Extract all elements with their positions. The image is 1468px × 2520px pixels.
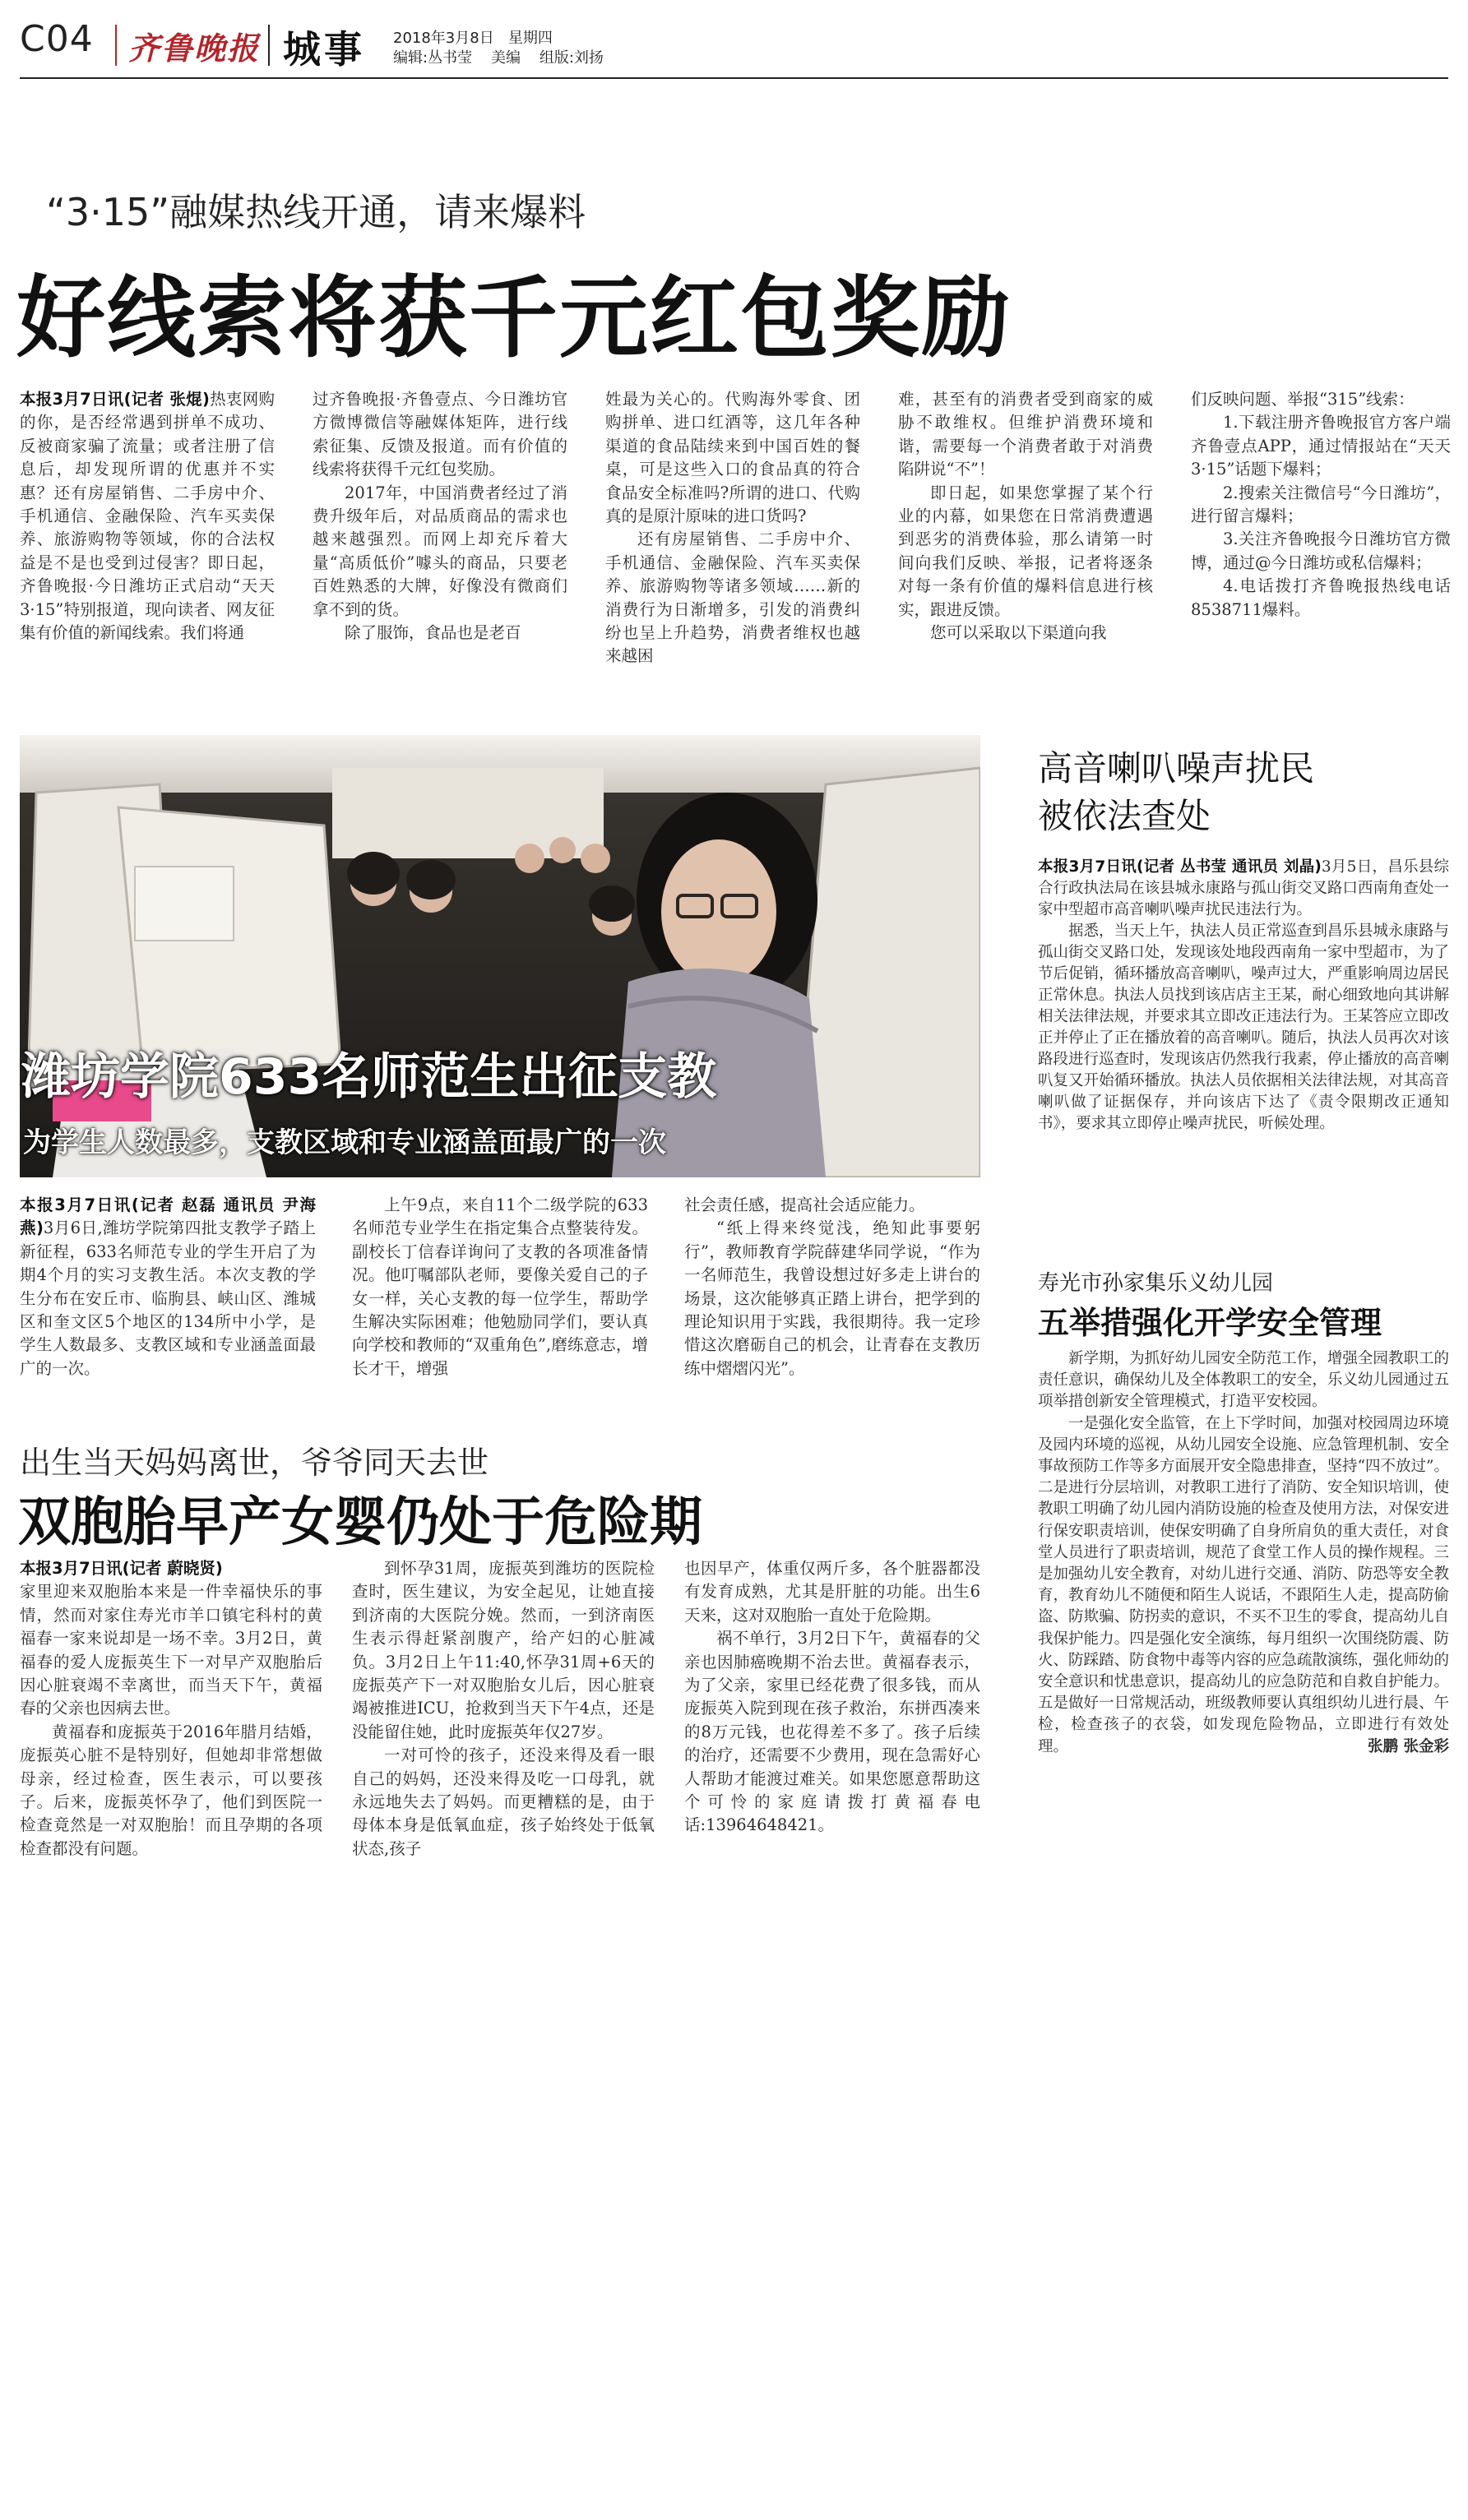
story4-headline-line2: 被依法查处 (1038, 796, 1211, 836)
story1-col5-intro: 们反映问题、举报“315”线索： (1191, 390, 1415, 409)
story3-col2-p2: 一对可怜的孩子，还没来得及看一眼自己的妈妈，还没来得及吃一口母乳，就永远地失去了妈妈。而更糟糕的是，由于母体本身是低氧血症，孩子始终处于低氧状态,孩子 (352, 1746, 655, 1858)
date: 2018年3月8日 (393, 30, 494, 47)
page-credits: 编辑:丛书莹 美编 组版:刘扬 (393, 49, 604, 67)
story1-item-2: 2.搜索关注微信号“今日潍坊”，进行留言爆料； (1191, 483, 1451, 526)
story4-lead: 本报3月7日讯(记者 丛书莹 通讯员 刘晶) (1038, 858, 1322, 876)
masthead-rule (20, 77, 1448, 79)
section-name: 城事 (283, 27, 365, 72)
story2-lead: 本报3月7日讯(记者 赵磊 通讯员 尹海燕) (20, 1195, 316, 1238)
story5-headline: 五举措强化开学安全管理 (1038, 1305, 1382, 1341)
story3-col2-p1: 到怀孕31周，庞振英到潍坊的医院检查时，医生建议，为安全起见，让她直接到济南的大医院分娩。然而，一到济南医生表示得赶紧剖腹产，给产妇的心脏减负。3月2日上午11:40,怀孕31周+6天的庞振英产下一对双胞胎女儿后，因心脏衰竭被推进ICU，抢救到当天下午4点，还是没能留住她，此时庞振英年仅27岁。 (352, 1559, 655, 1741)
story1-lead: 本报3月7日讯(记者 张焜) (20, 390, 210, 409)
story3-col1-p2: 黄福春和庞振英于2016年腊月结婚，庞振英心脏不是特别好，但她却非常想做母亲，经过检查，医生表示，可以要孩子。后来，庞振英怀孕了，他们到医院一检查竟然是一对双胞胎！而且孕期的各项检查都没有问题。 (20, 1722, 322, 1858)
story5-p2: 一是强化安全监管，在上下学时间，加强对校园周边环境及园内环境的巡视，从幼儿园安全设施、应急管理机制、安全事故预防工作等多方面展开安全隐患排查，坚持“四不放过”。二是进行分层培训，对教职工进行了消防、安全知识培训，使教职工明确了幼儿园内消防设施的检查及使用方法，对保安进行保安职责培训，使保安明确了自身所肩负的重大责任，对食堂人员进行了职责培训，规范了食堂工作人员的操作规程。三是加强幼儿安全教育，对幼儿进行交通、消防、防恐等安全教育，教育幼儿不随便和陌生人说话，不跟陌生人走，提高防偷盗、防欺骗、防拐卖的意识，不买不卫生的零食，提高幼儿自我保护能力。四是强化安全演练，每月组织一次围绕防震、防火、防踩踏、防食物中毒等内容的应急疏散演练，强化师幼的安全意识和忧患意识，提高幼儿的应急防范和自救自护能力。五是做好一日常规活动，班级教师要认真组织幼儿进行晨、午检，检查孩子的衣袋，如发现危险物品，立即进行有效处理。 张鹏 张金彩 (1038, 1413, 1449, 1758)
story1-col1-text: 热衷网购的你，是否经常遇到拼单不成功、反被商家骗了流量；或者注册了信息后，却发现所谓的优惠并不实惠？还有房屋销售、二手房中介、手机通信、金融保险、汽车买卖保养、旅游购物等领域，你的合法权益是不是也受到过侵害？即日起，齐鲁晚报·今日潍坊正式启动“天天3·15”特别报道，现向读者、网友征集有价值的新闻线索。我们将通 (20, 390, 275, 643)
story3-col2 (352, 1557, 655, 1912)
masthead-divider (115, 25, 117, 66)
story5-body (1038, 1348, 1449, 1916)
story1-item-4: 4.电话拨打齐鲁晚报热线电话8538711爆料。 (1191, 576, 1451, 619)
story2-subhead: 为学生人数最多，支教区域和专业涵盖面最广的一次 (23, 1126, 666, 1159)
story4-p2: 据悉，当天上午，执法人员正常巡查到昌乐县城永康路与孤山街交叉路口处，发现该处地段西南角一家中型超市，为了节后促销，循环播放高音喇叭，噪声过大，严重影响周边居民正常休息。执法人员找到该店店主王某，耐心细致地向其讲解相关法律法规，并要求其立即改正违法行为。王某答应立即改正并停止了正在播放着的高音喇叭。随后，执法人员再次对该路段进行巡查时，发现该店仍然我行我素，停止播放的高音喇叭复又开始循环播放。执法人员依据相关法律法规，对其高音喇叭做了证据保存，并向该店下达了《责令限期改正通知书》，要求其立即停止噪声扰民，听候处理。 (1038, 922, 1449, 1132)
page-number: C04 (20, 18, 94, 60)
story3-kicker: 出生当天妈妈离世，爷爷同天去世 (20, 1445, 489, 1481)
weekday: 星期四 (507, 30, 553, 47)
story3-headline: 双胞胎早产女婴仍处于危险期 (18, 1492, 702, 1553)
story3-col1-p1: 家里迎来双胞胎本来是一件幸福快乐的事情，然而对家住寿光市羊口镇宅科村的黄福春一家来说却是一场不幸。3月2日，黄福春的爱人庞振英生下一对早产双胞胎后因心脏衰竭不幸离世，而当天下午，黄福春的父亲也因病去世。 (20, 1582, 322, 1718)
story1-col4-p1: 难，甚至有的消费者受到商家的威胁不敢维权。但维护消费环境和谐，需要每一个消费者敢于对消费陷阱说“不”！ (898, 390, 1153, 479)
story1-headline: 好线索将获千元红包奖励 (16, 267, 1012, 370)
story2-col2-p1: 上午9点，来自11个二级学院的633名师范专业学生在指定集合点整装待发。副校长丁信春详询问了支教的各项准备情况。他叮嘱部队老师，要像关爱自己的子女一样，关心支教的每一位学生，帮助学生解决实际困难；他勉励同学们，要认真向学校和教师的“双重角色”,磨练意志，增长才干，增强 (352, 1195, 648, 1378)
story1-col3-p1: 姓最为关心的。代购海外零食、团购拼单、进口红酒等，这几年各种渠道的食品陆续来到中国百姓的餐桌，可是这些入口的食品真的符合食品安全标准吗?所谓的进口、代购真的是原汁原味的进口货吗? (605, 390, 860, 526)
story5-kicker: 寿光市孙家集乐义幼儿园 (1038, 1271, 1274, 1296)
story1-col3-p2: 还有房屋销售、二手房中介、手机通信、金融保险、汽车买卖保养、旅游购物等诸多领域……新的消费行为日渐增多，引发的消费纠纷也呈上升趋势，消费者维权也越来越困 (605, 529, 860, 666)
masthead-divider-2 (268, 25, 270, 66)
story4-body (1038, 857, 1449, 1256)
story4-p1: 3月5日，昌乐县综合行政执法局在该县城永康路与孤山街交叉路口西南角查处一家中型超市高音喇叭噪声扰民违法行为。 (1038, 858, 1449, 918)
story1-col3 (605, 388, 860, 720)
story3-col3-p2: 祸不单行，3月2日下午，黄福春的父亲也因肺癌晚期不治去世。黄福春表示，为了父亲，家里已经花费了很多钱，而从庞振英入院到现在孩子救治，东拼西凑来的8万元钱，也花得差不多了。孩子后续的治疗，还需要不少费用，现在急需好心人帮助才能渡过难关。如果您愿意帮助这个可怜的家庭请拨打黄福春电话:13964648421。 (684, 1629, 980, 1835)
story2-col1-text: 3月6日,潍坊学院第四批支教学子踏上新征程，633名师范专业的学生开启了为期4个月的实习支教生活。本次支教的学生分布在安丘市、临朐县、峡山区、潍城区和奎文区5个地区的134所中小学，是学生人数最多、支教区域和专业涵盖面最广的一次。 (20, 1218, 316, 1378)
story4-headline (1038, 745, 1314, 840)
story1-kicker: “3·15”融媒热线开通，请来爆料 (46, 190, 586, 234)
story3-col3 (684, 1557, 980, 1912)
story1-col2-p1: 过齐鲁晚报·齐鲁壹点、今日潍坊官方微博微信等融媒体矩阵，进行线索征集、反馈及报道。而有价值的线索将获得千元红包奖励。 (313, 390, 567, 479)
photo-illustration (20, 735, 980, 1177)
story3-col3-p1: 也因早产，体重仅两斤多，各个脏器都没有发育成熟，尤其是肝脏的功能。出生6天来，这对双胞胎一直处于危险期。 (684, 1559, 980, 1625)
paper-logo: 齐鲁晚报 (128, 30, 261, 67)
story1-col2-p2: 2017年，中国消费者经过了消费升级年后，对品质商品的需求也越来越强烈。而网上却充斥着大量“高质低价”噱头的商品，只要老百姓熟悉的大牌，好像没有微商们拿不到的货。 (313, 483, 567, 619)
story2-col3 (684, 1194, 980, 1421)
story1-col5 (1191, 388, 1451, 720)
story2-col1 (20, 1194, 316, 1421)
story1-item-1: 1.下载注册齐鲁晚报官方客户端齐鲁壹点APP，通过情报站在“天天3·15”话题下爆料； (1191, 413, 1451, 479)
bus-students-photo (20, 735, 980, 1177)
story1-col1 (20, 388, 275, 720)
story1-col2-p3: 除了服饰，食品也是老百 (345, 623, 521, 643)
issue-date (393, 26, 553, 48)
story4-headline-line1: 高音喇叭噪声扰民 (1038, 748, 1315, 788)
story3-lead: 本报3月7日讯(记者 蔚晓贤) (20, 1559, 223, 1578)
story2-headline: 潍坊学院633名师范生出征支教 (21, 1048, 717, 1106)
story1-col4-p3: 您可以采取以下渠道向我 (930, 623, 1107, 643)
story1-col4 (898, 388, 1153, 720)
story1-col4-p2: 即日起，如果您掌握了某个行业的内幕，如果您在日常消费遭遇到恶劣的消费体验，那么请第一时间向我们反映、举报，记者将逐条对每一条有价值的爆料信息进行核实，跟进反馈。 (898, 483, 1153, 619)
story1-item-3: 3.关注齐鲁晚报今日潍坊官方微博，通过@今日潍坊或私信爆料； (1191, 529, 1451, 572)
story2-col3-p1: 社会责任感，提高社会适应能力。 (684, 1195, 925, 1214)
story2-col2 (352, 1194, 648, 1421)
story1-col2 (313, 388, 567, 720)
story2-col3-p2: “纸上得来终觉浅，绝知此事要躬行”，教师教育学院薛建华同学说，“作为一名师范生，我曾设想过好多走上讲台的场景，这次能够真正踏上讲台，把学到的理论知识用于实践，我很期待。我一定珍惜这次磨砺自己的机会，让青春在支教历练中熠熠闪光”。 (684, 1218, 980, 1378)
story5-p1: 新学期，为抓好幼儿园安全防范工作，增强全园教职工的责任意识，确保幼儿及全体教职工的安全，乐义幼儿园通过五项举措创新安全管理模式，打造平安校园。 (1038, 1350, 1449, 1411)
story3-col1 (20, 1557, 322, 1912)
story5-byline: 张鹏 张金彩 (1368, 1737, 1449, 1755)
